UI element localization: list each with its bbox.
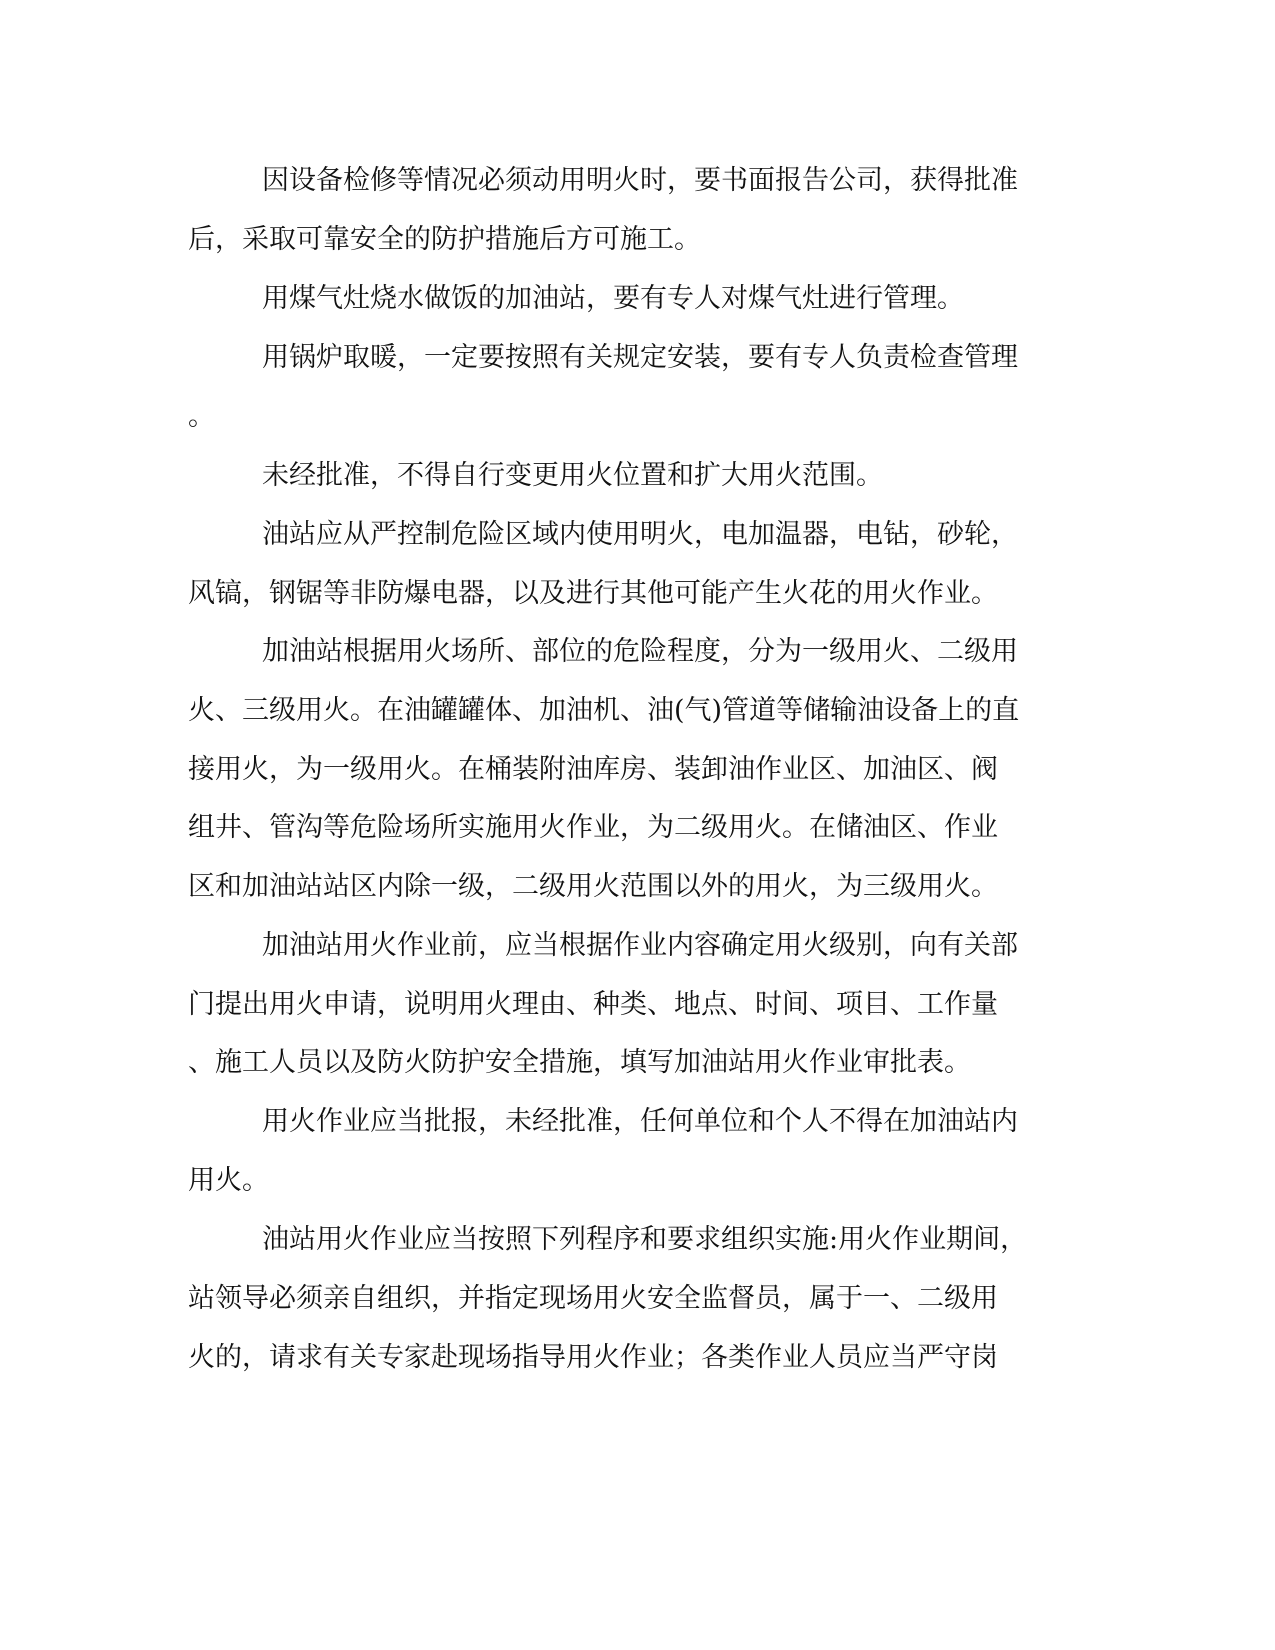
paragraph-line: 组井、管沟等危险场所实施用火作业，为二级用火。在储油区、作业: [188, 812, 998, 843]
paragraph-line: 接用火，为一级用火。在桶装附油库房、装卸油作业区、加油区、阀: [188, 754, 998, 785]
paragraph-line: 、施工人员以及防火防护安全措施，填写加油站用火作业审批表。: [188, 1047, 971, 1078]
paragraph-line: 加油站根据用火场所、部位的危险程度，分为一级用火、二级用: [262, 636, 1018, 667]
paragraph-line: 因设备检修等情况必须动用明火时，要书面报告公司，获得批准: [262, 165, 1018, 196]
paragraph-line: 火的，请求有关专家赴现场指导用火作业；各类作业人员应当严守岗: [188, 1342, 998, 1373]
paragraph-line: 加油站用火作业前，应当根据作业内容确定用火级别，向有关部: [262, 930, 1018, 961]
paragraph-line: 风镐，钢锯等非防爆电器，以及进行其他可能产生火花的用火作业。: [188, 578, 998, 609]
paragraph-line: 。: [188, 401, 215, 432]
paragraph-line: 后，采取可靠安全的防护措施后方可施工。: [188, 224, 701, 255]
paragraph-line: 站领导必须亲自组织，并指定现场用火安全监督员，属于一、二级用: [188, 1283, 998, 1314]
paragraph-line: 门提出用火申请，说明用火理由、种类、地点、时间、项目、工作量: [188, 989, 998, 1020]
paragraph-line: 用锅炉取暖，一定要按照有关规定安装，要有专人负责检查管理: [262, 342, 1018, 373]
paragraph-line: 油站应从严控制危险区域内使用明火，电加温器，电钻，砂轮，: [262, 519, 1018, 550]
paragraph-line: 用火作业应当批报，未经批准，任何单位和个人不得在加油站内: [262, 1106, 1018, 1137]
paragraph-line: 用火。: [188, 1165, 269, 1196]
paragraph-line: 区和加油站站区内除一级，二级用火范围以外的用火，为三级用火。: [188, 871, 998, 902]
paragraph-line: 火、三级用火。在油罐罐体、加油机、油(气)管道等储输油设备上的直: [188, 695, 1020, 726]
paragraph-line: 油站用火作业应当按照下列程序和要求组织实施:用火作业期间，: [262, 1224, 1028, 1255]
paragraph-line: 用煤气灶烧水做饭的加油站，要有专人对煤气灶进行管理。: [262, 283, 964, 314]
paragraph-line: 未经批准，不得自行变更用火位置和扩大用火范围。: [262, 460, 883, 491]
